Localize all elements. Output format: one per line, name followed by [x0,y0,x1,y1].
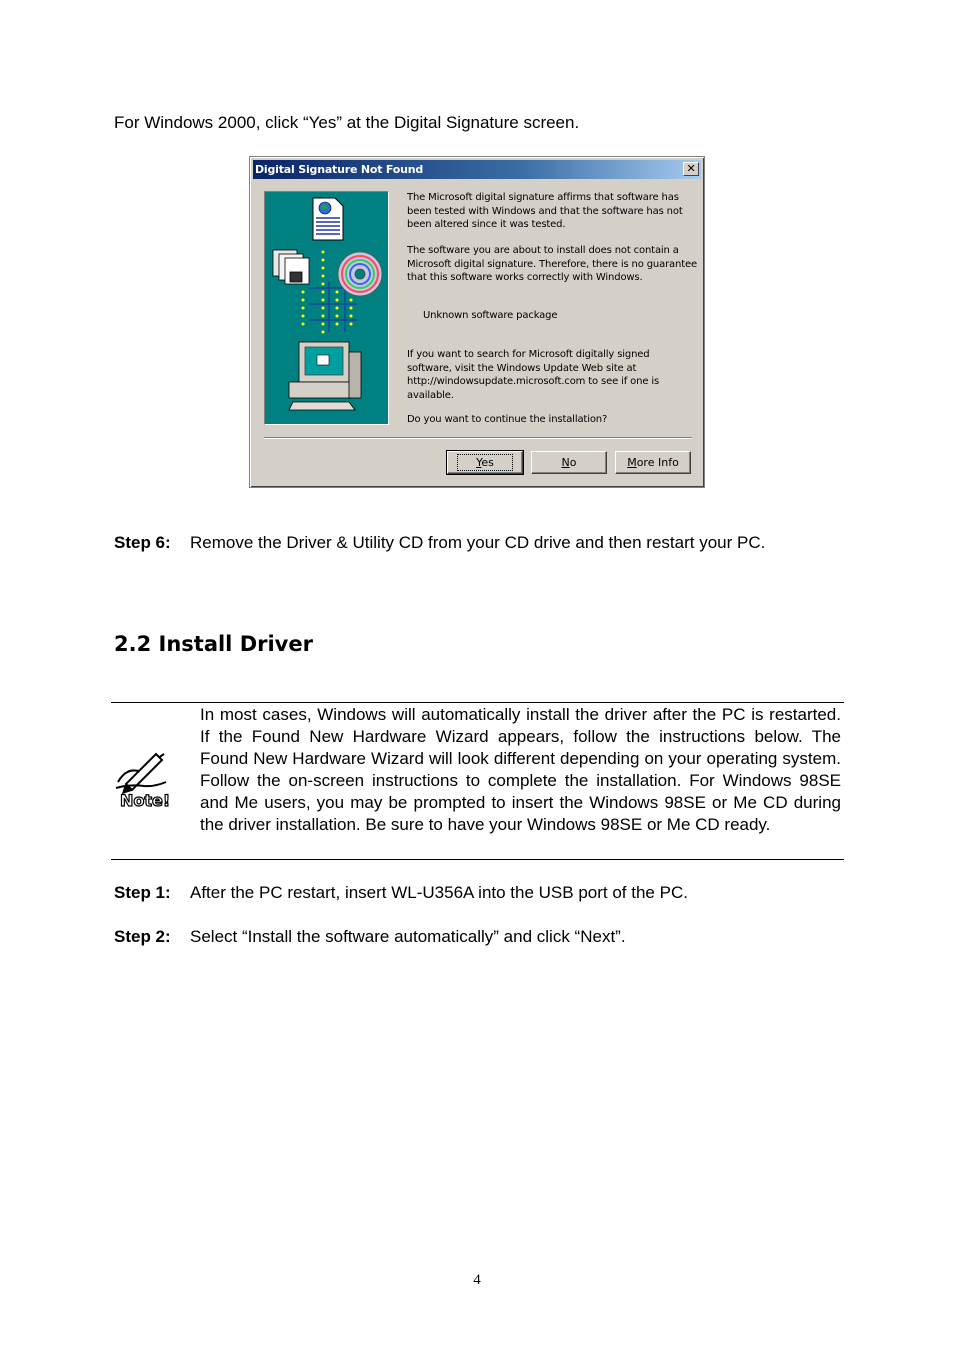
dialog-paragraph-2: The software you are about to install does not contain a Microsoft digital signature. Therefore, there is no guarantee that this software works correctly with Windows. [407,245,697,283]
more-info-button[interactable] [615,451,691,474]
step-1-text: After the PC restart, insert WL-U356A into the USB port of the PC. [190,883,688,902]
step-1-label-text: Step 1: [114,883,171,902]
intro-text: For Windows 2000, click “Yes” at the Digital Signature screen. [114,113,580,132]
step-6 [114,532,171,554]
note-top-rule [111,702,844,703]
step-2-text: Select “Install the software automatically” and click “Next”. [190,927,626,946]
no-button[interactable] [531,451,607,474]
dialog-question: Do you want to continue the installation? [407,414,608,425]
step-2-label [114,926,171,948]
dialog-paragraph-3: If you want to search for Microsoft digitally signed software, visit the Windows Update Web site at http://windowsupdate.microsoft.com to see if one is available. [407,349,660,401]
more-accel: M [627,456,637,469]
section-heading: 2.2 Install Driver [114,632,313,656]
page-number: 4 [473,1272,481,1288]
note-bottom-rule [111,859,844,860]
step-1-label [114,882,171,904]
note-icon [112,748,176,817]
yes-button[interactable] [447,451,523,474]
dialog-paragraph-1: The Microsoft digital signature affirms that software has been tested with Windows and that the software has not been altered since it was tested. [407,192,683,230]
digital-signature-dialog [249,156,705,488]
wizard-illustration [264,191,389,425]
step-2-label-text: Step 2: [114,927,171,946]
step-6-text: Remove the Driver & Utility CD from your CD drive and then restart your PC. [190,533,766,552]
step-6-label: Step 6: [114,533,171,552]
dialog-title: Digital Signature Not Found [255,163,424,176]
note-text: In most cases, Windows will automatically install the driver after the PC is restarted. If the Found New Hardware Wizard appears, follow the instructions below. The Found New Hardware Wizard will look different depending on your operating system. Follow the on-screen instructions to complete the installation. For Windows 98SE and Me users, you may be prompted to insert the Windows 98SE or Me CD during the driver installation. Be sure to have your Windows 98SE or Me CD ready. [200,705,841,834]
no-accel: N [561,456,570,469]
yes-label: es [481,456,494,469]
dialog-titlebar [253,160,701,179]
more-info-label: ore Info [636,456,679,469]
yes-accel: Y [476,456,482,469]
package-name: Unknown software package [423,310,558,321]
note-icon-label: Note! [120,791,171,810]
close-icon: ✕ [686,162,696,175]
no-label: o [569,456,577,469]
dialog-separator [264,437,692,439]
pencil-note-icon [112,748,176,812]
install-graphic-icon [265,192,388,424]
close-button[interactable] [683,162,699,176]
